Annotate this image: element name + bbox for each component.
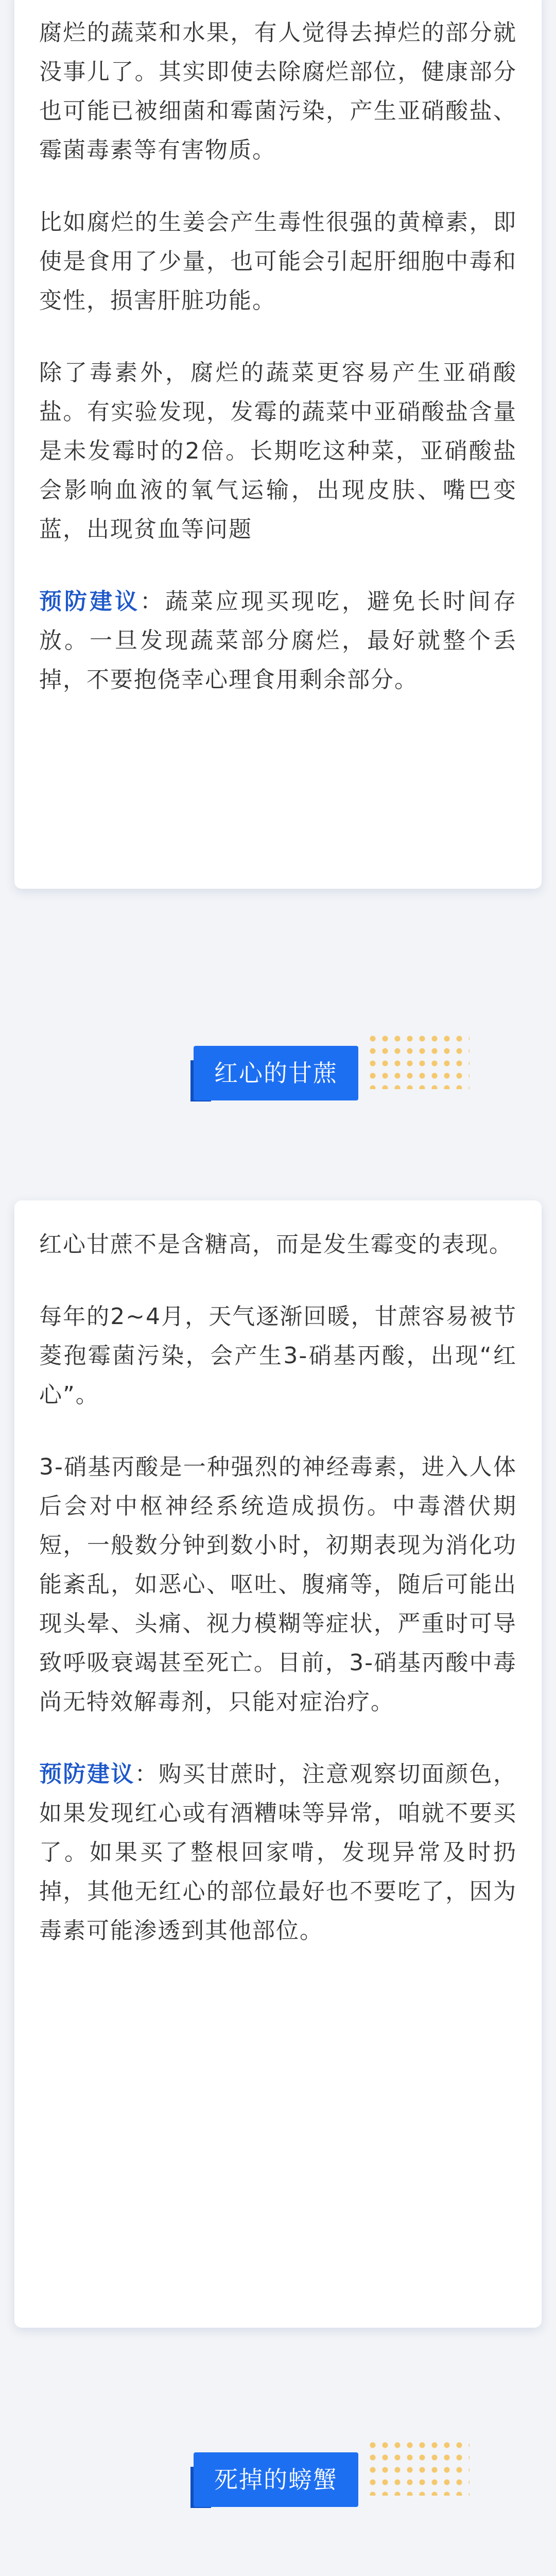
tip-label: 预防建议 <box>39 1761 135 1787</box>
tip-text: ：蔬菜应现买现吃，避免长时间存放。一旦发现蔬菜部分腐烂，最好就整个丢掉，不要抱侥幸心理食用剩余部分。 <box>39 588 517 693</box>
rotten-vegetables-card <box>14 0 542 889</box>
paragraph: 3-硝基丙酸是一种强烈的神经毒素，进入人体后会对中枢神经系统造成损伤。中毒潜伏期短，一般数分钟到数小时，初期表现为消化功能紊乱，如恶心、呕吐、腹痛等，随后可能出现头晕、头痛、视力模糊等症状，严重时可导致呼吸衰竭甚至死亡。目前，3-硝基丙酸中毒尚无特效解毒剂，只能对症治疗。 <box>39 1454 517 1715</box>
paragraph: 除了毒素外，腐烂的蔬菜更容易产生亚硝酸盐。有实验发现，发霉的蔬菜中亚硝酸盐含量是未发霉时的2倍。长期吃这种菜，亚硝酸盐会影响血液的氧气运输，出现皮肤、嘴巴变蓝，出现贫血等问题 <box>39 360 517 543</box>
paragraph: 每年的2~4月，天气逐渐回暖，甘蔗容易被节菱孢霉菌污染，会产生3-硝基丙酸，出现“红心”。 <box>39 1303 517 1408</box>
paragraph: 比如腐烂的生姜会产生毒性很强的黄樟素，即使是食用了少量，也可能会引起肝细胞中毒和变性，损害肝脏功能。 <box>39 209 517 314</box>
tip-label: 预防建议 <box>39 588 140 615</box>
red-sugarcane-card <box>14 1200 542 2328</box>
decorative-dots <box>367 1032 470 1089</box>
section-title: 死掉的螃蟹 <box>194 2452 358 2507</box>
section-header-red-sugarcane <box>0 1010 556 1113</box>
paragraph: 红心甘蔗不是含糖高，而是发生霉变的表现。 <box>39 1231 513 1258</box>
paragraph: 腐烂的蔬菜和水果，有人觉得去掉烂的部分就没事儿了。其实即使去除腐烂部位，健康部分也可能已被细菌和霉菌污染，产生亚硝酸盐、霉菌毒素等有害物质。 <box>39 20 517 163</box>
prevention-tip <box>39 1755 517 1951</box>
section-header-dead-crab <box>0 2416 556 2519</box>
section-title: 红心的甘蔗 <box>194 1046 358 1100</box>
prevention-tip <box>39 582 517 700</box>
decorative-dots <box>367 2439 470 2496</box>
tip-text: ：购买甘蔗时，注意观察切面颜色，如果发现红心或有酒糟味等异常，咱就不要买了。如果买了整根回家啃，发现异常及时扔掉，其他无红心的部位最好也不要吃了，因为毒素可能渗透到其他部位。 <box>39 1761 517 1944</box>
